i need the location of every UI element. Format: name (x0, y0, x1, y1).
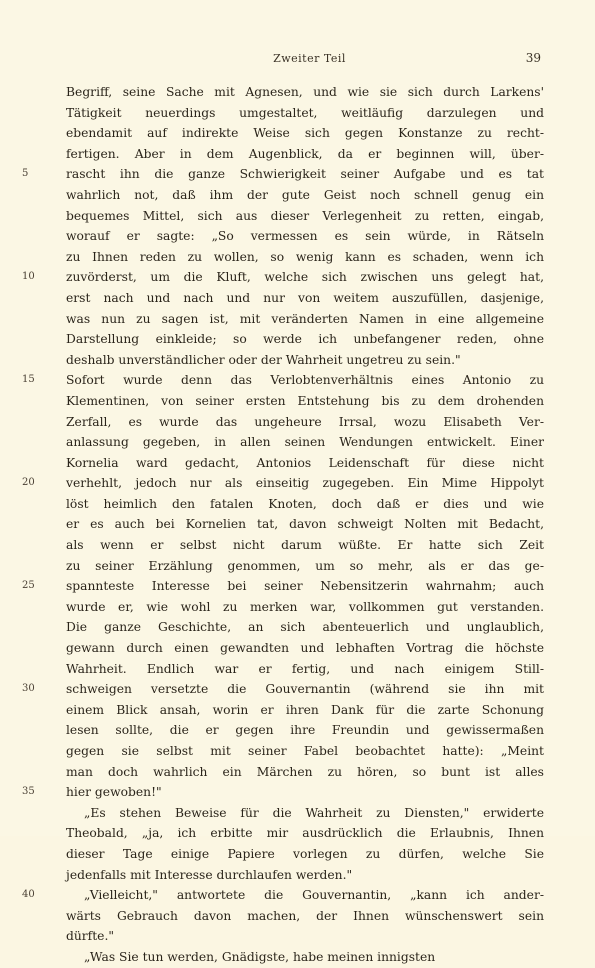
text-line (66, 720, 544, 741)
line-text: Kornelia ward gedacht, Antonios Leidenschaft für diese nicht (66, 455, 544, 470)
line-text: worauf er sagte: „So vermessen es sein würde, in Rätseln (66, 229, 544, 244)
line-text: erst nach und nach und nur von weitem auszufüllen, dasjenige, (66, 290, 544, 305)
text-line (66, 926, 544, 947)
page-number: 39 (525, 51, 541, 65)
text-line (66, 329, 544, 350)
text-line (66, 514, 544, 535)
text-line (66, 206, 544, 227)
line-number: 40 (22, 889, 35, 901)
text-line (66, 82, 544, 103)
text-line (66, 700, 544, 721)
line-text: was nun zu sagen ist, mit veränderten Namen in eine allgemeine (66, 311, 544, 326)
line-text: dürfte." (66, 929, 115, 944)
line-text: „Was Sie tun werden, Gnädigste, habe meinen innigsten (84, 949, 436, 964)
text-line (66, 185, 544, 206)
header-title: Zweiter Teil (273, 52, 346, 65)
text-line (22, 782, 544, 803)
text-line (66, 144, 544, 165)
text-line (66, 865, 544, 886)
text-line (22, 267, 544, 288)
line-text: Theobald, „ja, ich erbitte mir ausdrücklich die Erlaubnis, Ihnen (66, 826, 544, 841)
text-line (66, 103, 544, 124)
line-text: Klementinen, von seiner ersten Entstehung bis zu dem drohenden (66, 393, 544, 408)
text-line (66, 453, 544, 474)
text-line (66, 309, 544, 330)
line-text: spannteste Interesse bei seiner Nebensitzerin wahrnahm; auch (66, 579, 544, 594)
line-text: dieser Tage einige Papiere vorlegen zu dürfen, welche Sie (66, 846, 544, 861)
text-line (22, 164, 544, 185)
line-text: „Es stehen Beweise für die Wahrheit zu Diensten," erwiderte (84, 805, 544, 820)
line-text: verhehlt, jedoch nur als einseitig zugegeben. Ein Mime Hippolyt (66, 476, 544, 491)
line-text: einem Blick ansah, worin er ihren Dank für die zarte Schonung (66, 702, 544, 717)
line-text: zu seiner Erzählung genommen, um so mehr, als er das ge- (66, 558, 544, 573)
line-text: er es auch bei Kornelien tat, davon schweigt Nolten mit Bedacht, (66, 517, 544, 532)
line-text: Begriff, seine Sache mit Agnesen, und wie sie sich durch Larkens' (66, 85, 544, 99)
line-number: 15 (22, 374, 35, 386)
text-line (66, 556, 544, 577)
text-line (66, 597, 544, 618)
text-line (22, 473, 544, 494)
text-line (66, 391, 544, 412)
line-text: Sofort wurde denn das Verlobtenverhältnis eines Antonio zu (66, 373, 544, 388)
line-number: 35 (22, 786, 35, 798)
line-text: „Vielleicht," antwortete die Gouvernantin, „kann ich ander- (84, 888, 544, 903)
line-number: 30 (22, 683, 35, 695)
line-text: Die ganze Geschichte, an sich abenteuerlich und unglaublich, (66, 620, 544, 635)
line-text: rascht ihn die ganze Schwierigkeit seiner Aufgabe und es tat (66, 167, 544, 182)
text-line (66, 844, 544, 865)
text-line (66, 288, 544, 309)
line-number: 10 (22, 271, 35, 283)
text-line (66, 762, 544, 783)
text-line (66, 823, 544, 844)
line-text: hier gewoben!" (66, 785, 162, 800)
line-text: Zerfall, es wurde das ungeheure Irrsal, wozu Elisabeth Ver- (66, 414, 544, 429)
line-text: lesen sollte, die er gegen ihre Freundin und gewissermaßen (66, 723, 544, 738)
text-line (66, 412, 544, 433)
running-header (78, 52, 541, 72)
line-text: Darstellung einkleide; so werde ich unbefangener reden, ohne (66, 332, 544, 347)
text-line (66, 617, 544, 638)
text-line (66, 494, 544, 515)
line-text: zu Ihnen reden zu wollen, so wenig kann es schaden, wenn ich (66, 249, 544, 264)
text-line (22, 370, 544, 391)
text-line (66, 350, 544, 371)
text-line (66, 947, 544, 968)
text-line (66, 906, 544, 927)
line-number: 5 (22, 168, 29, 180)
line-text: gewann durch einen gewandten und lebhaften Vortrag die höchste (66, 641, 544, 656)
line-text: löst heimlich den fatalen Knoten, doch daß er dies und wie (66, 496, 544, 511)
line-text: fertigen. Aber in dem Augenblick, da er beginnen will, über- (66, 146, 544, 161)
line-text: als wenn er selbst nicht darum wüßte. Er hatte sich Zeit (66, 538, 544, 553)
text-line (66, 247, 544, 268)
line-text: wärts Gebrauch davon machen, der Ihnen wünschenswert sein (66, 908, 544, 923)
line-text: ebendamit auf indirekte Weise sich gegen Konstanze zu recht- (66, 126, 544, 141)
line-text: wurde er, wie wohl zu merken war, vollkommen gut verstanden. (66, 599, 544, 614)
text-line (66, 123, 544, 144)
line-text: schweigen versetzte die Gouvernantin (während sie ihn mit (66, 682, 544, 697)
line-number: 20 (22, 477, 35, 489)
text-line (22, 885, 544, 906)
body-text (22, 82, 544, 968)
text-line (66, 638, 544, 659)
text-line (22, 679, 544, 700)
line-text: anlassung gegeben, in allen seinen Wendungen entwickelt. Einer (66, 435, 544, 450)
text-line (66, 226, 544, 247)
line-text: jedenfalls mit Interesse durchlaufen werden." (66, 867, 353, 882)
line-number: 25 (22, 580, 35, 592)
line-text: deshalb unverständlicher oder der Wahrheit ungetreu zu sein." (66, 352, 461, 367)
text-line (66, 803, 544, 824)
text-line (22, 576, 544, 597)
line-text: zuvörderst, um die Kluft, welche sich zwischen uns gelegt hat, (66, 270, 544, 285)
line-text: Wahrheit. Endlich war er fertig, und nach einigem Still- (66, 661, 544, 676)
line-text: Tätigkeit neuerdings umgestaltet, weitläufig darzulegen und (66, 105, 544, 120)
line-text: man doch wahrlich ein Märchen zu hören, so bunt ist alles (66, 764, 544, 779)
text-line (66, 741, 544, 762)
text-line (66, 432, 544, 453)
text-line (66, 659, 544, 680)
line-text: gegen sie selbst mit seiner Fabel beobachtet hatte): „Meint (66, 744, 544, 758)
line-text: wahrlich not, daß ihm der gute Geist noch schnell genug ein (66, 187, 544, 202)
text-line (66, 535, 544, 556)
line-text: bequemes Mittel, sich aus dieser Verlegenheit zu retten, eingab, (66, 208, 544, 223)
